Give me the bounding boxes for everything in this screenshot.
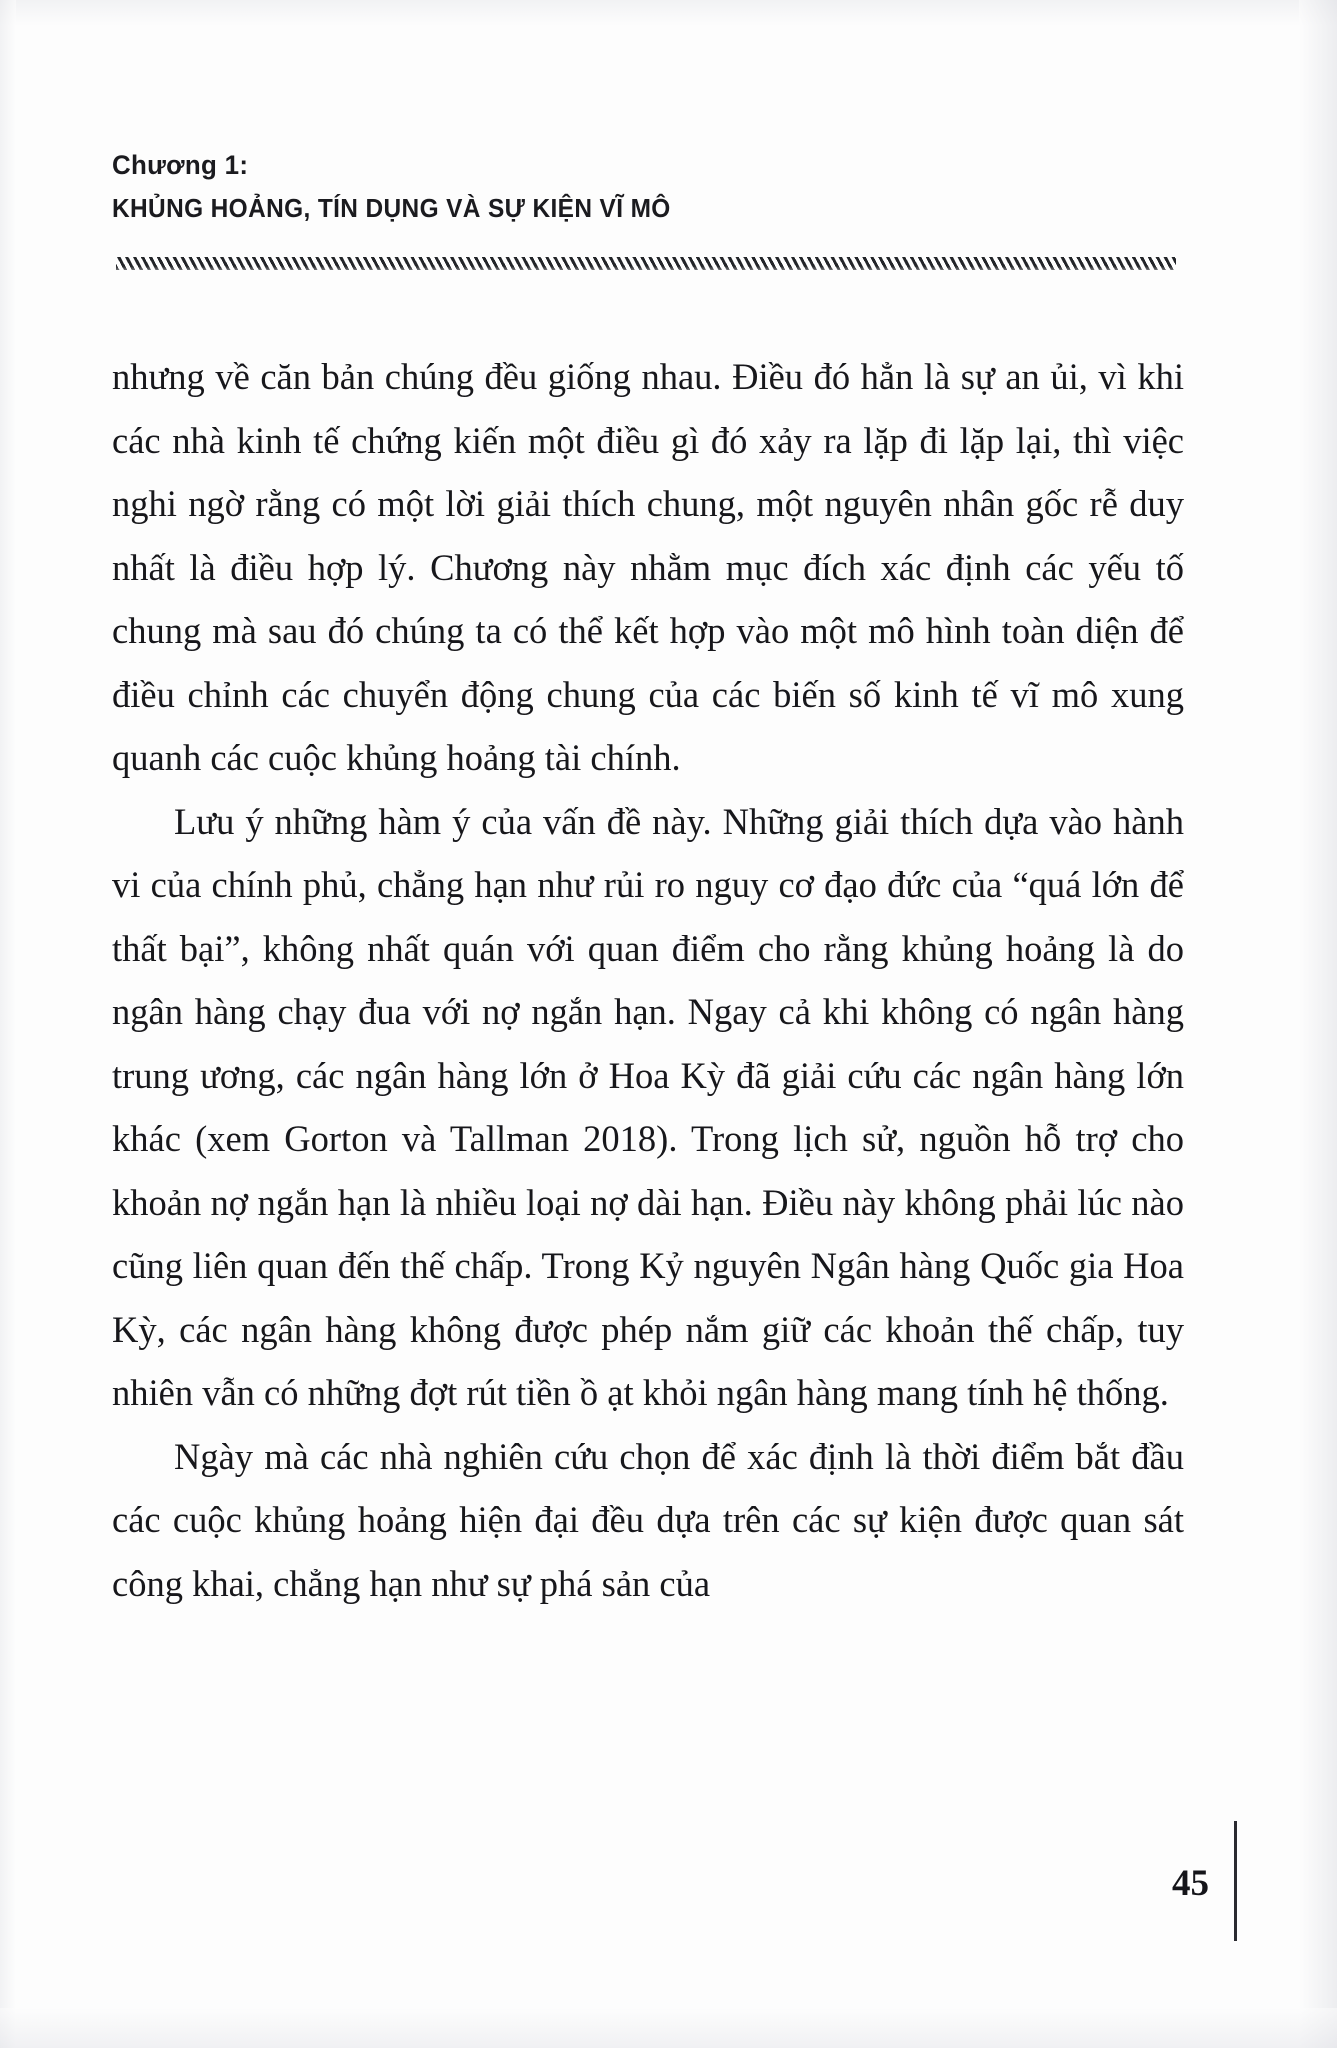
paragraph-2: Lưu ý những hàm ý của vấn đề này. Những giải thích dựa vào hành vi của chính phủ, chẳng hạn như rủi ro nguy cơ đạo đức của “quá lớn để thất bại”, không nhất quán với quan điểm cho rằng khủng hoảng là do ngân hàng chạy đua với nợ ngắn hạn. Ngay cả khi không có ngân hàng trung ương, các ngân hàng lớn ở Hoa Kỳ đã giải cứu các ngân hàng lớn khác (xem Gorton và Tallman 2018). Trong lịch sử, nguồn hỗ trợ cho khoản nợ ngắn hạn là nhiều loại nợ dài hạn. Điều này không phải lúc nào cũng liên quan đến thế chấp. Trong Kỷ nguyên Ngân hàng Quốc gia Hoa Kỳ, các ngân hàng không được phép nắm giữ các khoản thế chấp, tuy nhiên vẫn có những đợt rút tiền ồ ạt khỏi ngân hàng mang tính hệ thống.	[112, 800, 1184, 1413]
body-text	[112, 345, 1184, 1615]
running-head	[112, 148, 1212, 224]
folio-rule	[1234, 1821, 1237, 1941]
paragraph-1: nhưng về căn bản chúng đều giống nhau. Điều đó hẳn là sự an ủi, vì khi các nhà kinh tế chứng kiến một điều gì đó xảy ra lặp đi lặp lại, thì việc nghi ngờ rằng có một lời giải thích chung, một nguyên nhân gốc rễ duy nhất là điều hợp lý. Chương này nhằm mục đích xác định các yếu tố chung mà sau đó chúng ta có thể kết hợp vào một mô hình toàn diện để điều chỉnh các chuyển động chung của các biến số kinh tế vĩ mô xung quanh các cuộc khủng hoảng tài chính.	[112, 356, 1184, 778]
page-number: 45	[1172, 1863, 1209, 1904]
paragraph-3: Ngày mà các nhà nghiên cứu chọn để xác định là thời điểm bắt đầu các cuộc khủng hoảng hiện đại đều dựa trên các sự kiện được quan sát công khai, chẳng hạn như sự phá sản của	[112, 1435, 1184, 1604]
hatched-rule-ornament	[116, 257, 1176, 270]
chapter-label: Chương 1:	[112, 150, 249, 180]
chapter-title: KHỦNG HOẢNG, TÍN DỤNG VÀ SỰ KIỆN VĨ MÔ	[112, 192, 671, 223]
folio	[1172, 1865, 1209, 1902]
